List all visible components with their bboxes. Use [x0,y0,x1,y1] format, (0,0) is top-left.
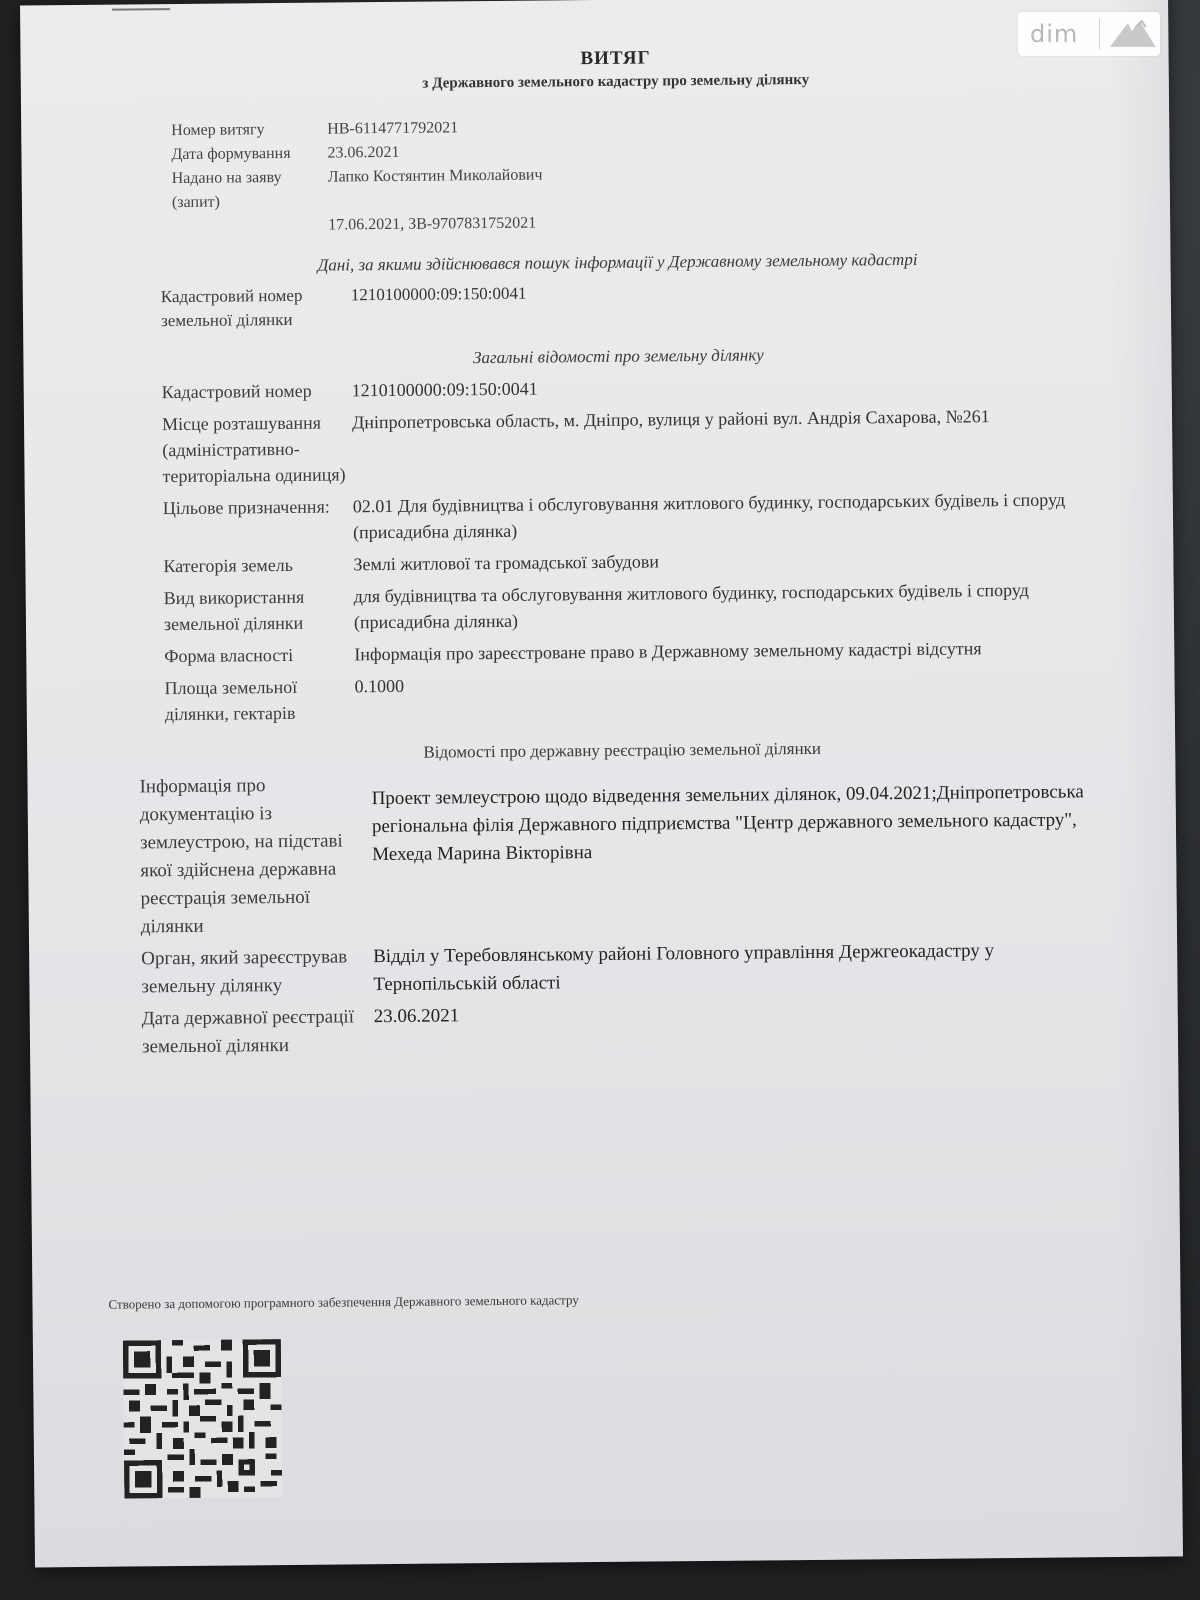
document-body [110,43,1130,1066]
document-page [20,0,1183,1567]
field-value: 1210100000:09:150:0041 [351,378,538,401]
field-label: Цільове призначення: [162,496,330,519]
meta-label: Надано на заяву (запит) [171,169,282,212]
ria-logo-icon [1106,17,1160,51]
qr-code-icon [123,1339,283,1499]
watermark-brand: dim [1030,20,1079,48]
document-title: ВИТЯГ [580,47,651,70]
field-label: Форма власності [164,644,294,667]
field-label: Кадастровий номер [161,380,312,403]
field-row-area [116,666,1126,728]
meta-label: Дата формування [171,144,291,164]
footer-note: Створено за допомогою програмного забезпечення Державного земельного кадастру [108,1292,579,1312]
field-value: 02.01 Для будівництва і обслуговування житлового будинку, господарських будівель і споруд (присадибна ділянка) [352,489,1066,543]
field-value: для будівництва та обслуговування житлового будинку, господарських будівель і споруд (присадибна ділянка) [353,579,1029,633]
field-label: Інформація про документацію із землеустрою, на підставі якої здійснена державна реєстрація земельної ділянки [139,775,343,938]
field-row-documentation [117,764,1129,942]
field-label: Кадастровий номер земельної ділянки [160,285,303,331]
registration-section-title: Відомості про державну реєстрацію земельної ділянки [423,738,822,762]
field-row-purpose [115,486,1125,548]
general-section-title: Загальні відомості про земельну ділянку [472,345,764,368]
search-row [113,276,1123,334]
field-label: Категорія земель [163,554,294,577]
field-label: Вид використання земельної ділянки [163,586,305,635]
staple-mark [112,8,170,11]
field-label: Дата державної реєстрації земельної ділянки [141,1006,355,1058]
general-section [114,370,1127,728]
field-row-registration-date [120,996,1130,1062]
meta-block [111,110,1122,240]
field-row-cadastral-number [114,370,1124,406]
field-label: Площа земельної ділянки, гектарів [164,676,298,725]
search-section-title: Дані, за якими здійснювався пошук інформації у Державному земельному кадастрі [317,249,918,275]
field-value: 1210100000:09:150:0041 [350,283,527,305]
field-value: Дніпропетровська область, м. Дніпро, вулиця у районі вул. Андрія Сахарова, №261 [351,406,990,433]
meta-value: 17.06.2021, ЗВ-9707831752021 [328,214,537,234]
field-row-usage-type [116,576,1126,638]
dim-ria-watermark [1018,12,1160,56]
meta-value: Лапко Костянтин Миколайович [327,166,543,186]
field-row-registering-body [119,936,1129,1002]
field-value: 23.06.2021 [373,1005,460,1028]
field-value: 0.1000 [354,675,405,697]
field-row-ownership [116,634,1126,670]
field-row-land-category [115,544,1125,580]
field-value: Проект землеустрою щодо відведення земельних ділянок, 09.04.2021;Дніпропетровська регіональна філія Державного підприємства "Центр державного земельного кадастру", Мехеда Марина Вікторівна [371,781,1084,866]
field-label: Орган, який зареєстрував земельну ділянку [141,946,348,998]
field-value: Землі житлової та громадської забудови [353,551,660,575]
meta-value: 23.06.2021 [327,143,400,162]
document-subtitle: з Державного земельного кадастру про земельну ділянку [422,71,810,92]
field-value: Інформація про зареєстроване право в Державному земельному кадастрі відсутня [354,638,982,665]
field-value: Відділ у Теребовлянському районі Головного управління Держгеокадастру у Тернопільській області [373,940,995,996]
field-label: Місце розташування (адміністративно-територіальна одиниця) [161,412,346,487]
meta-value: НВ-6114771792021 [327,119,459,138]
field-row-location [114,402,1125,490]
registration-section [117,764,1130,1062]
meta-label: Номер витягу [171,121,265,140]
